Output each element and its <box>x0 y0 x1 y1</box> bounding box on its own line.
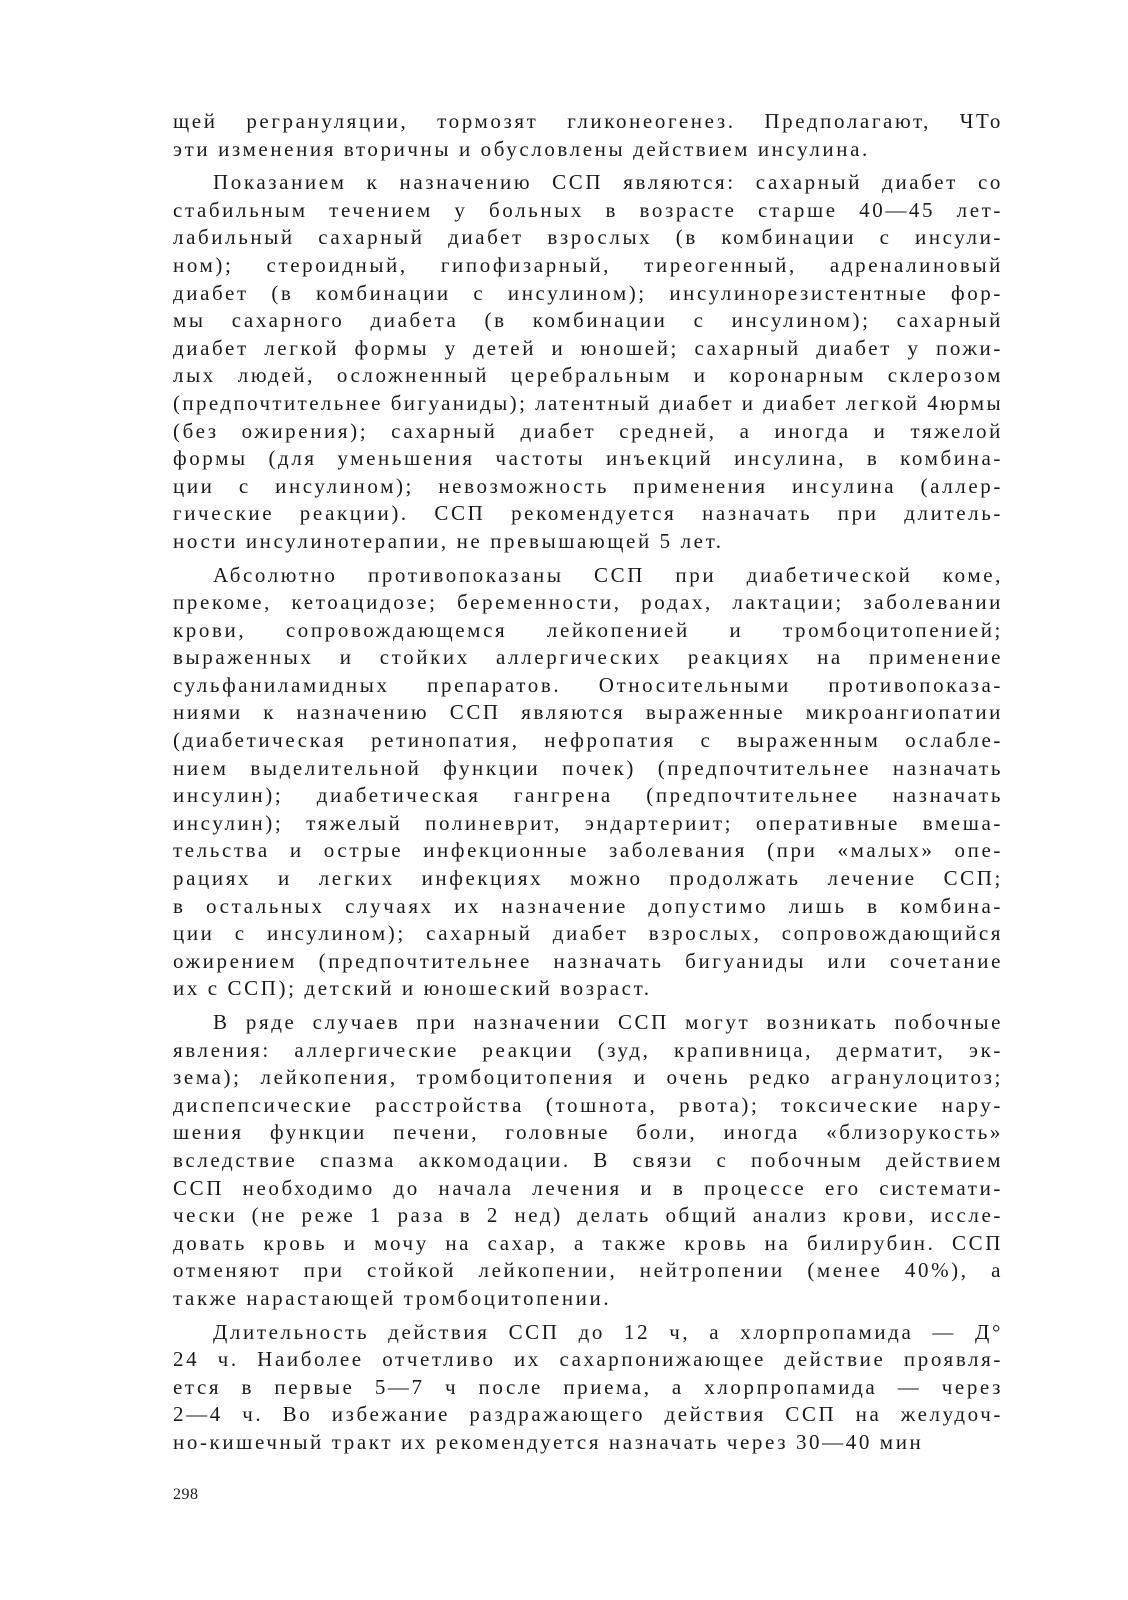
text-line: инсулин); диабетическая гангрена (предпочтительнее назначать <box>173 783 1003 808</box>
text-line: щей регрануляции, тормозят гликонеогенез. Предполагают, ЧТо <box>173 109 1003 133</box>
text-line: диспепсические расстройства (тошнота, рвота); токсические нару- <box>173 1092 1003 1117</box>
text-line: 2—4 ч. Во избежание раздражающего действия ССП на желудоч- <box>173 1402 1003 1427</box>
text-line: эти изменения вторичны и обусловлены действием инсулина. <box>173 136 870 161</box>
text-line: их с ССП); детский и юношеский возраст. <box>173 976 652 1001</box>
text-line: гические реакции). ССП рекомендуется назначать при длитель- <box>173 501 1003 526</box>
text-line: (предпочтительнее бигуаниды); латентный диабет и диабет легкой 4юрмы <box>173 390 1003 415</box>
text-line: также нарастающей тромбоцитопении. <box>173 1285 612 1310</box>
text-line: (диабетическая ретинопатия, нефропатия с выраженным ослабле- <box>173 728 1003 753</box>
text-line: ции с инсулином); невозможность применения инсулина (аллер- <box>173 473 1003 498</box>
paragraph <box>173 169 1003 555</box>
text-line: выраженных и стойких аллергических реакциях на применение <box>173 645 1003 670</box>
text-line: вследствие спазма аккомодации. В связи с побочным действием <box>173 1147 1003 1172</box>
text-line: Абсолютно противопоказаны ССП при диабетической коме, <box>213 562 1003 587</box>
text-line: ниями к назначению ССП являются выраженные микроангиопатии <box>173 700 1003 725</box>
text-line: диабет (в комбинации с инсулином); инсулинорезистентные фор- <box>173 280 1003 305</box>
paragraph <box>173 1009 1003 1313</box>
text-line: ется в первые 5—7 ч после приема, а хлорпропамида — через <box>173 1374 1003 1399</box>
text-line: (без ожирения); сахарный диабет средней, а иногда и тяжелой <box>173 418 1003 443</box>
text-line: рациях и легких инфекциях можно продолжать лечение ССП; <box>173 866 1003 891</box>
text-line: инсулин); тяжелый полиневрит, эндартериит; оперативные вмеша- <box>173 810 1003 835</box>
text-line: ожирением (предпочтительнее назначать бигуаниды или сочетание <box>173 948 1003 973</box>
text-line: тельства и острые инфекционные заболевания (при «малых» опе- <box>173 838 1003 863</box>
text-line: стабильным течением у больных в возрасте старше 40—45 лет- <box>173 197 1003 222</box>
text-line: крови, сопровождающемся лейкопенией и тромбоцитопенией; <box>173 617 1003 642</box>
paragraph <box>173 562 1003 1004</box>
text-line: ности инсулинотерапии, не превышающей 5 лет. <box>173 528 724 553</box>
paragraph <box>173 108 1003 163</box>
text-line: прекоме, кетоацидозе; беременности, родах, лактации; заболевании <box>173 590 1003 615</box>
text-line: явления: аллергические реакции (зуд, крапивница, дерматит, эк- <box>173 1037 1003 1062</box>
text-line: отменяют при стойкой лейкопении, нейтропении (менее 40%), а <box>173 1258 1003 1283</box>
body-text <box>173 108 1003 1463</box>
page-number: 298 <box>173 1486 199 1503</box>
text-line: мы сахарного диабета (в комбинации с инсулином); сахарный <box>173 308 1003 333</box>
text-line: чески (не реже 1 раза в 2 нед) делать общий анализ крови, иссле- <box>173 1203 1003 1228</box>
text-line: лабильный сахарный диабет взрослых (в комбинации с инсули- <box>173 225 1003 250</box>
text-line: ном); стероидный, гипофизарный, тиреогенный, адреналиновый <box>173 252 1003 277</box>
text-line: довать кровь и мочу на сахар, а также кровь на билирубин. ССП <box>173 1230 1003 1255</box>
text-line: В ряде случаев при назначении ССП могут возникать побочные <box>213 1010 1003 1034</box>
text-line: ССП необходимо до начала лечения и в процессе его системати- <box>173 1175 1003 1200</box>
text-line: формы (для уменьшения частоты инъекций инсулина, в комбина- <box>173 446 1003 471</box>
text-line: диабет легкой формы у детей и юношей; сахарный диабет у пожи- <box>173 335 1003 360</box>
text-line: в остальных случаях их назначение допустимо лишь в комбина- <box>173 893 1003 918</box>
text-line: 24 ч. Наиболее отчетливо их сахарпонижающее действие проявля- <box>173 1347 1003 1372</box>
text-line: сульфаниламидных препаратов. Относительными противопоказа- <box>173 672 1003 697</box>
text-line: шения функции печени, головные боли, иногда «близорукость» <box>173 1120 1003 1145</box>
text-line: но-кишечный тракт их рекомендуется назначать через 30—40 мин <box>173 1429 924 1454</box>
text-line: ции с инсулином); сахарный диабет взрослых, сопровождающийся <box>173 921 1003 946</box>
text-line: нием выделительной функции почек) (предпочтительнее назначать <box>173 755 1003 780</box>
text-line: лых людей, осложненный церебральным и коронарным склерозом <box>173 363 1003 388</box>
paragraph <box>173 1319 1003 1457</box>
text-line: Показанием к назначению ССП являются: сахарный диабет со <box>213 170 1003 195</box>
text-line: Длительность действия ССП до 12 ч, а хлорпропамида — Д° <box>213 1319 1003 1344</box>
text-line: зема); лейкопения, тромбоцитопения и очень редко агранулоцитоз; <box>173 1065 1003 1090</box>
